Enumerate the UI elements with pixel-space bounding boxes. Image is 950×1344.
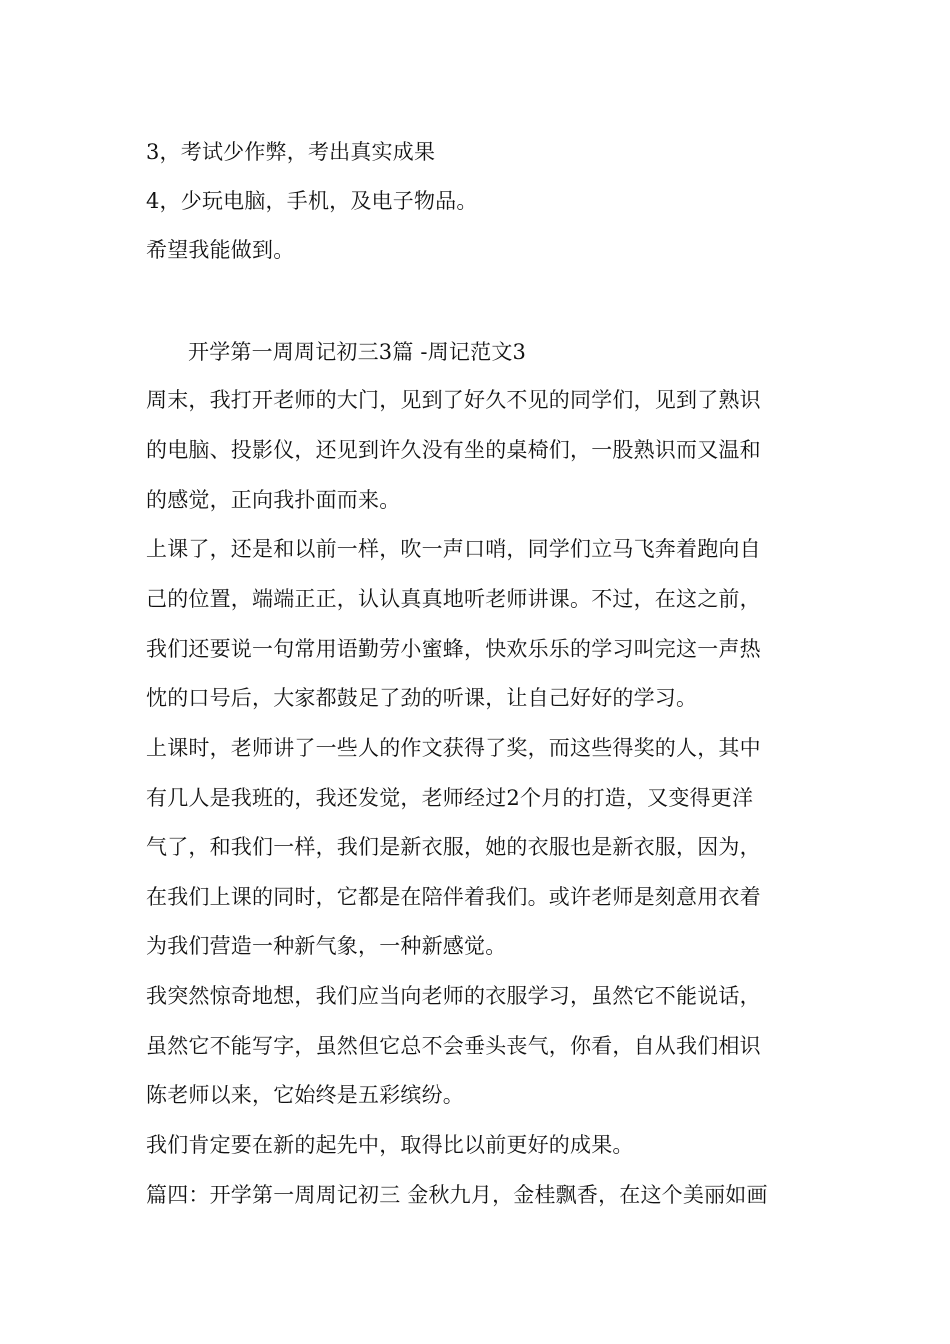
paragraph-2-line-3: 我们还要说一句常用语勤劳小蜜蜂，快欢乐乐的学习叫完这一声热 xyxy=(146,637,761,661)
wish-line: 希望我能做到。 xyxy=(146,238,295,262)
section-title: 开学第一周周记初三3篇 -周记范文3 xyxy=(188,340,527,364)
paragraph-1-line-2: 的电脑、投影仪，还见到许久没有坐的桌椅们，一股熟识而又温和 xyxy=(146,438,761,462)
paragraph-2-line-1: 上课了，还是和以前一样，吹一声口哨，同学们立马飞奔着跑向自 xyxy=(146,537,761,561)
paragraph-3-line-5: 为我们营造一种新气象，一种新感觉。 xyxy=(146,934,507,958)
paragraph-3-line-1: 上课时，老师讲了一些人的作文获得了奖，而这些得奖的人，其中 xyxy=(146,736,761,760)
paragraph-1-line-3: 的感觉，正向我扑面而来。 xyxy=(146,488,401,512)
paragraph-2-line-4: 忱的口号后，大家都鼓足了劲的听课，让自己好好的学习。 xyxy=(146,686,698,710)
paragraph-4-line-1: 我突然惊奇地想，我们应当向老师的衣服学习，虽然它不能说话， xyxy=(146,984,761,1008)
paragraph-6-line-1: 篇四：开学第一周周记初三 金秋九月，金桂飘香，在这个美丽如画 xyxy=(146,1183,768,1207)
paragraph-3-line-3: 气了，和我们一样，我们是新衣服，她的衣服也是新衣服，因为， xyxy=(146,835,761,859)
paragraph-4-line-2: 虽然它不能写字，虽然但它总不会垂头丧气，你看，自从我们相识 xyxy=(146,1034,761,1058)
list-item-3: 3，考试少作弊，考出真实成果 xyxy=(146,140,436,164)
paragraph-4-line-3: 陈老师以来，它始终是五彩缤纷。 xyxy=(146,1083,464,1107)
paragraph-3-line-2: 有几人是我班的，我还发觉，老师经过2个月的打造，又变得更洋 xyxy=(146,786,754,810)
paragraph-2-line-2: 己的位置，端端正正，认认真真地听老师讲课。不过，在这之前， xyxy=(146,587,761,611)
list-item-4: 4，少玩电脑，手机，及电子物品。 xyxy=(146,189,478,213)
paragraph-1-line-1: 周末，我打开老师的大门，见到了好久不见的同学们，见到了熟识 xyxy=(146,388,761,412)
paragraph-3-line-4: 在我们上课的同时，它都是在陪伴着我们。或许老师是刻意用衣着 xyxy=(146,885,761,909)
paragraph-5-line-1: 我们肯定要在新的起先中，取得比以前更好的成果。 xyxy=(146,1133,634,1157)
